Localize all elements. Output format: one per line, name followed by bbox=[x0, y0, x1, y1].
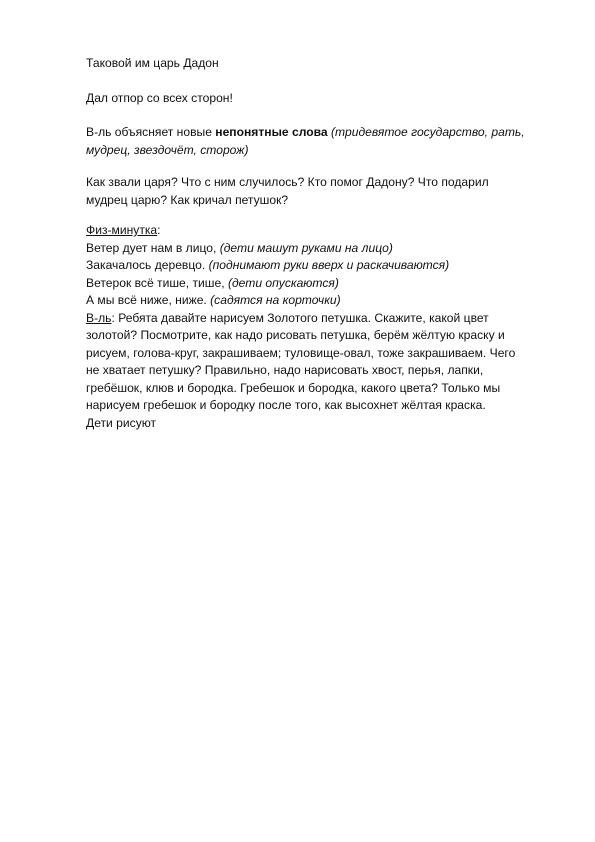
vocabulary-prefix: В-ль объясняет новые bbox=[86, 125, 216, 139]
poem-line-1-text: Таковой им царь Дадон bbox=[86, 56, 219, 70]
teacher-line: рисуем, голова-круг, закрашиваем; туловище-овал, тоже закрашиваем. Чего bbox=[86, 345, 516, 360]
vocabulary-list-part-1: (тридевятое государство, рать, bbox=[331, 125, 525, 139]
vocabulary-paragraph bbox=[86, 124, 556, 159]
fizminutka-row-text: Закачалось деревцо. bbox=[86, 258, 209, 272]
fizminutka-section bbox=[86, 222, 556, 432]
teacher-line: не хватает петушку? Правильно, надо нарисовать хвост, перья, лапки, bbox=[86, 363, 484, 377]
document-page bbox=[86, 55, 556, 432]
questions-paragraph bbox=[86, 174, 556, 209]
fizminutka-colon: : bbox=[157, 223, 161, 237]
vocabulary-bold-term: непонятные слова bbox=[215, 125, 328, 139]
fizminutka-heading bbox=[86, 222, 556, 240]
fizminutka-row bbox=[86, 257, 556, 275]
teacher-text: Ребята давайте нарисуем Золотого петушка. Скажите, какой цвет bbox=[114, 310, 489, 325]
fizminutka-row-text: А мы всё ниже, ниже. bbox=[86, 293, 211, 307]
teacher-line: гребёшок, клюв и бородка. Гребешок и бородка, какого цвета? Только мы bbox=[86, 380, 501, 395]
teacher-line: Дети рисуют bbox=[86, 415, 157, 430]
teacher-label: В-ль bbox=[86, 310, 112, 325]
poem-line-2 bbox=[86, 90, 556, 108]
fizminutka-row bbox=[86, 292, 556, 310]
fizminutka-row-note: (поднимают руки вверх и раскачиваются) bbox=[208, 258, 450, 272]
teacher-colon: : bbox=[111, 310, 115, 325]
teacher-line-1 bbox=[86, 310, 556, 328]
vocabulary-line-1 bbox=[86, 124, 556, 142]
fizminutka-row bbox=[86, 275, 556, 293]
vocabulary-line-2 bbox=[86, 142, 556, 160]
poem-line-1 bbox=[86, 55, 556, 73]
fizminutka-label: Физ-минутка bbox=[86, 223, 158, 237]
teacher-line: нарисуем гребешок и бородку после того, как высохнет жёлтая краска. bbox=[86, 398, 486, 412]
fizminutka-row bbox=[86, 240, 556, 258]
questions-line-1: Как звали царя? Что с ним случилось? Кто помог Дадону? Что подарил bbox=[86, 175, 489, 189]
fizminutka-row-note: (садятся на корточки) bbox=[210, 293, 341, 307]
fizminutka-row-note: (дети опускаются) bbox=[227, 275, 339, 290]
fizminutka-row-text: Ветер дует нам в лицо, bbox=[86, 240, 220, 255]
fizminutka-row-note: (дети машут руками на лицо) bbox=[219, 240, 393, 255]
poem-line-2-text: Дал отпор со всех сторон! bbox=[86, 90, 233, 105]
fizminutka-row-text: Ветерок всё тише, тише, bbox=[86, 275, 228, 290]
questions-line-2: мудрец царю? Как кричал петушок? bbox=[86, 192, 289, 207]
vocabulary-list-part-2: мудрец, звездочёт, сторож) bbox=[86, 142, 249, 157]
teacher-line: золотой? Посмотрите, как надо рисовать петушка, берём жёлтую краску и bbox=[86, 328, 505, 342]
